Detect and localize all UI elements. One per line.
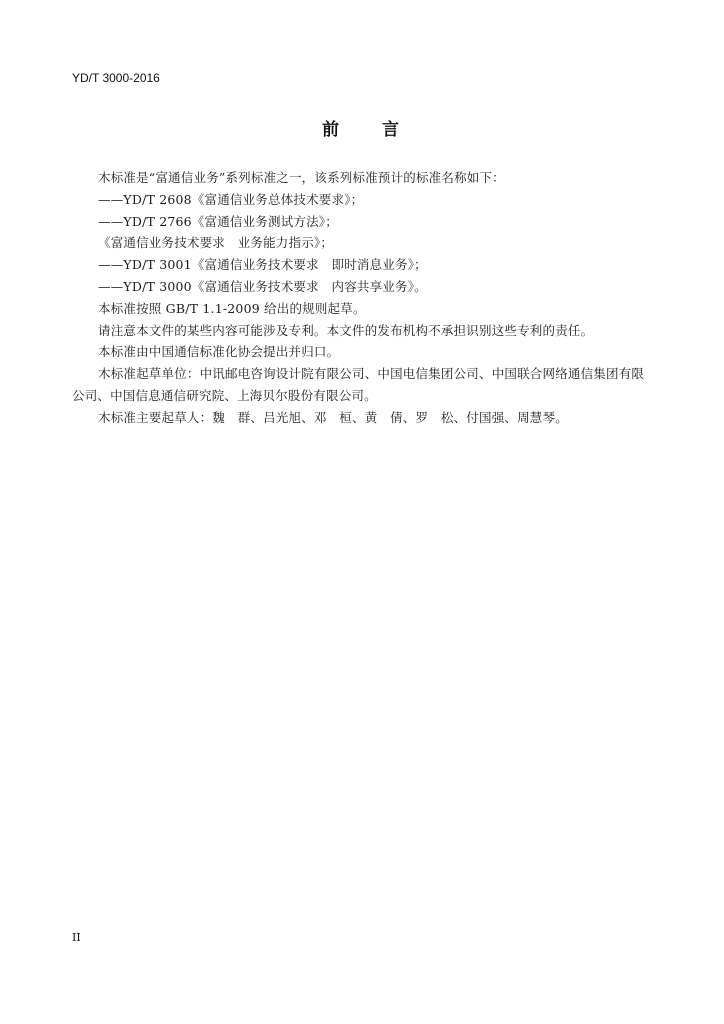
page-number: II (72, 931, 81, 944)
paragraph-proposer: 本标准由中国通信标准化协会提出并归口。 (98, 344, 340, 360)
list-item-capability-indication: 《富通信业务技术要求 业务能力指示》； (98, 235, 334, 251)
list-item-yd-t-3001: ——YD/T 3001《富通信业务技术要求 即时消息业务》； (98, 257, 427, 273)
paragraph-drafting-units-continued: 公司、中国信息通信研究院、上海贝尔股份有限公司。 (72, 387, 377, 403)
paragraph-series-intro: 木标准是“富通信业务”系列标准之一，该系列标准预计的标准名称如下： (98, 170, 505, 185)
paragraph-drafting-units: 木标准起草单位：中讯邮电咨询设计院有限公司、中国电信集团公司、中国联合网络通信集团有限 (98, 366, 645, 382)
list-item-yd-t-3000: ——YD/T 3000《富通信业务技术要求 内容共享业务》。 (98, 278, 427, 294)
document-number: YD/T 3000-2016 (72, 71, 160, 85)
list-item-yd-t-2608: ——YD/T 2608《富通信业务总体技术要求》； (98, 191, 364, 207)
preface-body (72, 167, 662, 429)
list-item-yd-t-2766: ——YD/T 2766《富通信业务测试方法》； (98, 213, 338, 229)
paragraph-drafting-rules: 本标准按照 GB/T 1.1-2009 给出的规则起草。 (98, 300, 366, 316)
page-title: 前 言 (322, 120, 402, 140)
paragraph-patent-notice: 请注意本文件的某些内容可能涉及专利。本文件的发布机构不承担识别这些专利的责任。 (98, 322, 594, 338)
paragraph-drafters: 木标准主要起草人：魏 群、吕光旭、邓 桓、黄 倩、罗 松、付国强、周慧琴。 (98, 409, 568, 425)
